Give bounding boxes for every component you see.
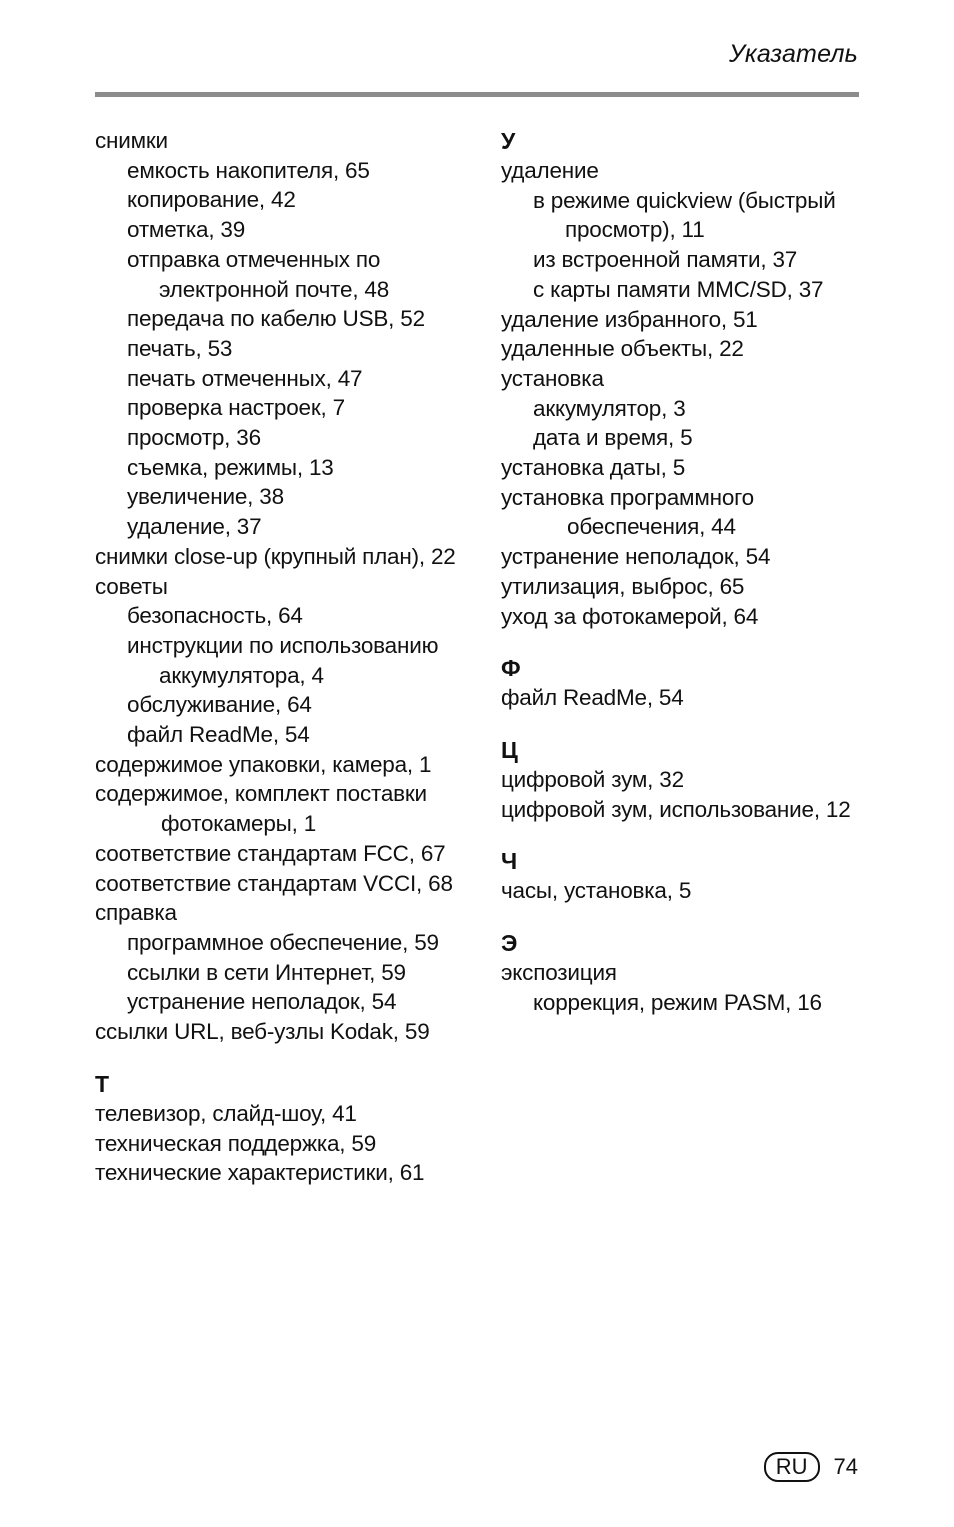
language-badge: RU bbox=[764, 1452, 820, 1482]
page-header-title: Указатель bbox=[728, 40, 858, 68]
index-entry: соответствие стандартам VCCI, 68 bbox=[95, 870, 453, 896]
index-section-letter: Э bbox=[501, 930, 518, 957]
index-subentry: обслуживание, 64 bbox=[127, 692, 312, 718]
index-subentry: ссылки в сети Интернет, 59 bbox=[127, 959, 406, 985]
index-entry: ссылки URL, веб-узлы Kodak, 59 bbox=[95, 1019, 430, 1045]
index-entry: цифровой зум, 32 bbox=[501, 766, 684, 792]
index-subentry: в режиме quickview (быстрый bbox=[533, 187, 836, 213]
index-entry: удаление избранного, 51 bbox=[501, 306, 758, 332]
index-subentry: безопасность, 64 bbox=[127, 603, 303, 629]
index-subentry: фотокамеры, 1 bbox=[161, 811, 317, 837]
index-entry: снимки close-up (крупный план), 22 bbox=[95, 543, 456, 569]
index-entry: удаление bbox=[501, 158, 599, 183]
index-subentry: из встроенной памяти, 37 bbox=[533, 247, 798, 273]
index-subentry: передача по кабелю USB, 52 bbox=[127, 306, 425, 332]
index-entry: удаленные объекты, 22 bbox=[501, 336, 744, 362]
index-subentry: аккумулятора, 4 bbox=[159, 662, 324, 688]
index-entry: установка bbox=[501, 365, 604, 391]
index-subentry: емкость накопителя, 65 bbox=[127, 157, 370, 183]
index-subentry: удаление, 37 bbox=[127, 514, 262, 540]
index-subentry: аккумулятор, 3 bbox=[533, 395, 686, 421]
index-entry: справка bbox=[95, 900, 177, 926]
index-subentry: увеличение, 38 bbox=[127, 484, 284, 510]
index-entry: файл ReadMe, 54 bbox=[501, 685, 684, 711]
index-subentry: печать, 53 bbox=[127, 335, 233, 361]
index-entry: содержимое, комплект поставки bbox=[95, 781, 427, 807]
index-entry: установка даты, 5 bbox=[501, 455, 686, 481]
index-subentry: проверка настроек, 7 bbox=[127, 395, 345, 421]
index-subentry: с карты памяти MMC/SD, 37 bbox=[533, 276, 824, 302]
index-column-left bbox=[95, 126, 475, 1188]
index-entry: установка программного bbox=[501, 484, 754, 510]
index-subentry: отправка отмеченных по bbox=[127, 246, 381, 272]
index-section-letter: У bbox=[501, 128, 516, 154]
index-subentry: инструкции по использованию bbox=[127, 632, 439, 658]
index-entry: уход за фотокамерой, 64 bbox=[501, 603, 759, 629]
index-subentry: отметка, 39 bbox=[127, 217, 246, 243]
index-entry: часы, установка, 5 bbox=[501, 878, 692, 904]
index-subentry: просмотр, 36 bbox=[127, 425, 261, 451]
index-subentry: съемка, режимы, 13 bbox=[127, 454, 334, 480]
index-entry: содержимое упаковки, камера, 1 bbox=[95, 751, 432, 777]
index-entry: телевизор, слайд-шоу, 41 bbox=[95, 1100, 357, 1126]
header-divider bbox=[95, 92, 859, 97]
page-footer bbox=[764, 1452, 858, 1482]
index-subentry: дата и время, 5 bbox=[533, 425, 693, 451]
index-subentry: печать отмеченных, 47 bbox=[127, 365, 363, 391]
page-number: 74 bbox=[833, 1454, 858, 1479]
index-entry: техническая поддержка, 59 bbox=[95, 1130, 377, 1156]
index-entry: советы bbox=[95, 573, 168, 599]
index-entry: экспозиция bbox=[501, 960, 617, 986]
index-section-letter: Т bbox=[95, 1070, 109, 1097]
index-entry: устранение неполадок, 54 bbox=[501, 544, 771, 570]
index-entry: цифровой зум, использование, 12 bbox=[501, 796, 851, 822]
index-entry: соответствие стандартам FCC, 67 bbox=[95, 840, 446, 866]
index-section-letter: Ч bbox=[501, 848, 517, 875]
index-subentry: программное обеспечение, 59 bbox=[127, 929, 439, 955]
index-subentry: обеспечения, 44 bbox=[567, 514, 736, 540]
index-subentry: файл ReadMe, 54 bbox=[127, 722, 310, 748]
index-subentry: просмотр), 11 bbox=[565, 217, 705, 243]
index-section-letter: Ц bbox=[501, 736, 518, 763]
index-column-right bbox=[501, 126, 871, 1017]
index-entry: утилизация, выброс, 65 bbox=[501, 573, 745, 599]
index-entry: технические характеристики, 61 bbox=[95, 1160, 425, 1186]
index-section-letter: Ф bbox=[501, 655, 521, 682]
index-subentry: устранение неполадок, 54 bbox=[127, 989, 397, 1015]
index-subentry: копирование, 42 bbox=[127, 187, 296, 213]
index-entry: снимки bbox=[95, 128, 168, 153]
index-subentry: электронной почте, 48 bbox=[159, 276, 390, 302]
index-subentry: коррекция, режим PASM, 16 bbox=[533, 989, 822, 1015]
